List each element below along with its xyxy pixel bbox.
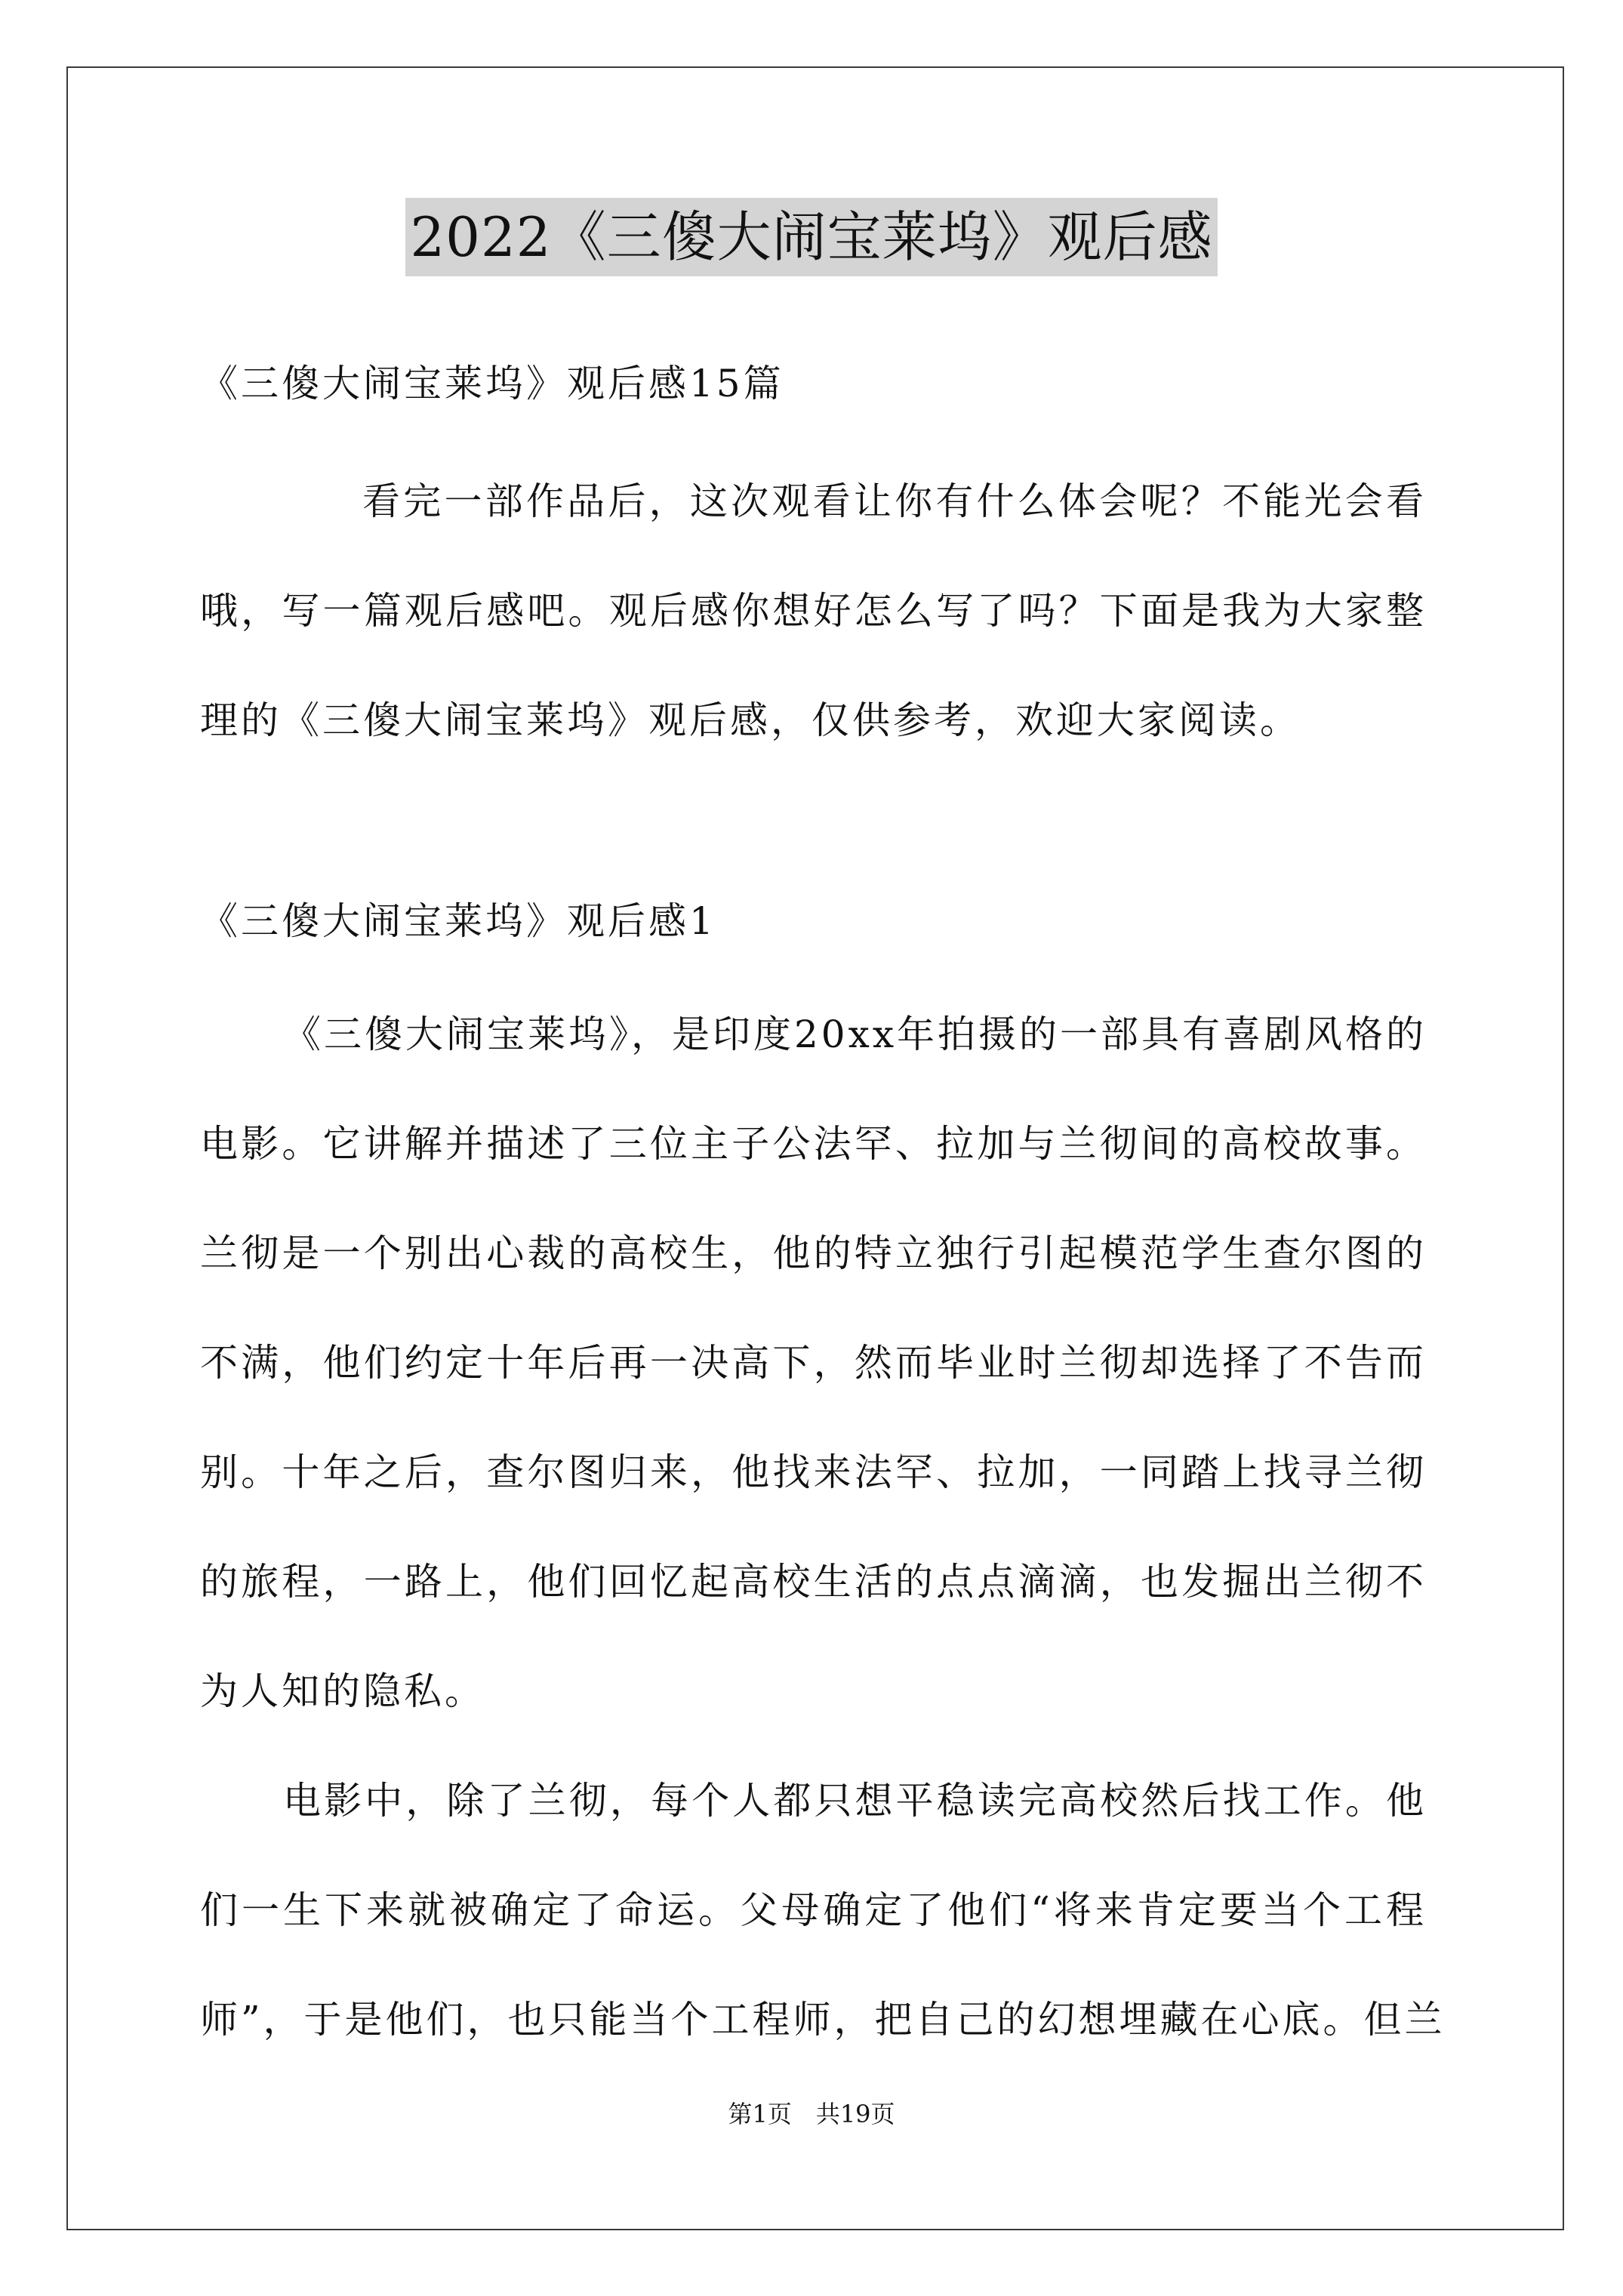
- page-footer: 第1页 共19页: [728, 2100, 895, 2128]
- paragraph-line: 的旅程，一路上，他们回忆起高校生活的点点滴滴，也发掘出兰彻不: [200, 1560, 1427, 1604]
- intro-line: 理的《三傻大闹宝莱坞》观后感，仅供参考，欢迎大家阅读。: [200, 698, 1301, 742]
- paragraph-line: 别。十年之后，查尔图归来，他找来法罕、拉加，一同踏上找寻兰彻: [200, 1450, 1427, 1494]
- title-container: [0, 198, 1623, 276]
- document-title: 2022《三傻大闹宝莱坞》观后感: [405, 198, 1217, 276]
- intro-line: 哦，写一篇观后感吧。观后感你想好怎么写了吗？下面是我为大家整: [200, 589, 1427, 633]
- paragraph-line: 为人知的隐私。: [200, 1669, 485, 1713]
- paragraph-line: 电影。它讲解并描述了三位主子公法罕、拉加与兰彻间的高校故事。: [200, 1122, 1427, 1166]
- section-heading: 《三傻大闹宝莱坞》观后感1: [200, 899, 716, 943]
- document-subtitle: 《三傻大闹宝莱坞》观后感15篇: [200, 362, 784, 405]
- paragraph-line: 不满，他们约定十年后再一决高下，然而毕业时兰彻却选择了不告而: [200, 1341, 1427, 1385]
- paragraph-line: 们一生下来就被确定了命运。父母确定了他们“将来肯定要当个工程: [200, 1888, 1427, 1932]
- paragraph-line: 兰彻是一个别出心裁的高校生，他的特立独行引起模范学生查尔图的: [200, 1231, 1427, 1275]
- paragraph-line: 师”，于是他们，也只能当个工程师，把自己的幻想埋藏在心底。但兰: [200, 1998, 1446, 2042]
- paragraph-line: 电影中，除了兰彻，每个人都只想平稳读完高校然后找工作。他: [283, 1779, 1427, 1823]
- intro-line: 看完一部作品后，这次观看让你有什么体会呢？不能光会看: [362, 479, 1427, 523]
- paragraph-line: 《三傻大闹宝莱坞》，是印度20xx年拍摄的一部具有喜剧风格的: [283, 1012, 1427, 1056]
